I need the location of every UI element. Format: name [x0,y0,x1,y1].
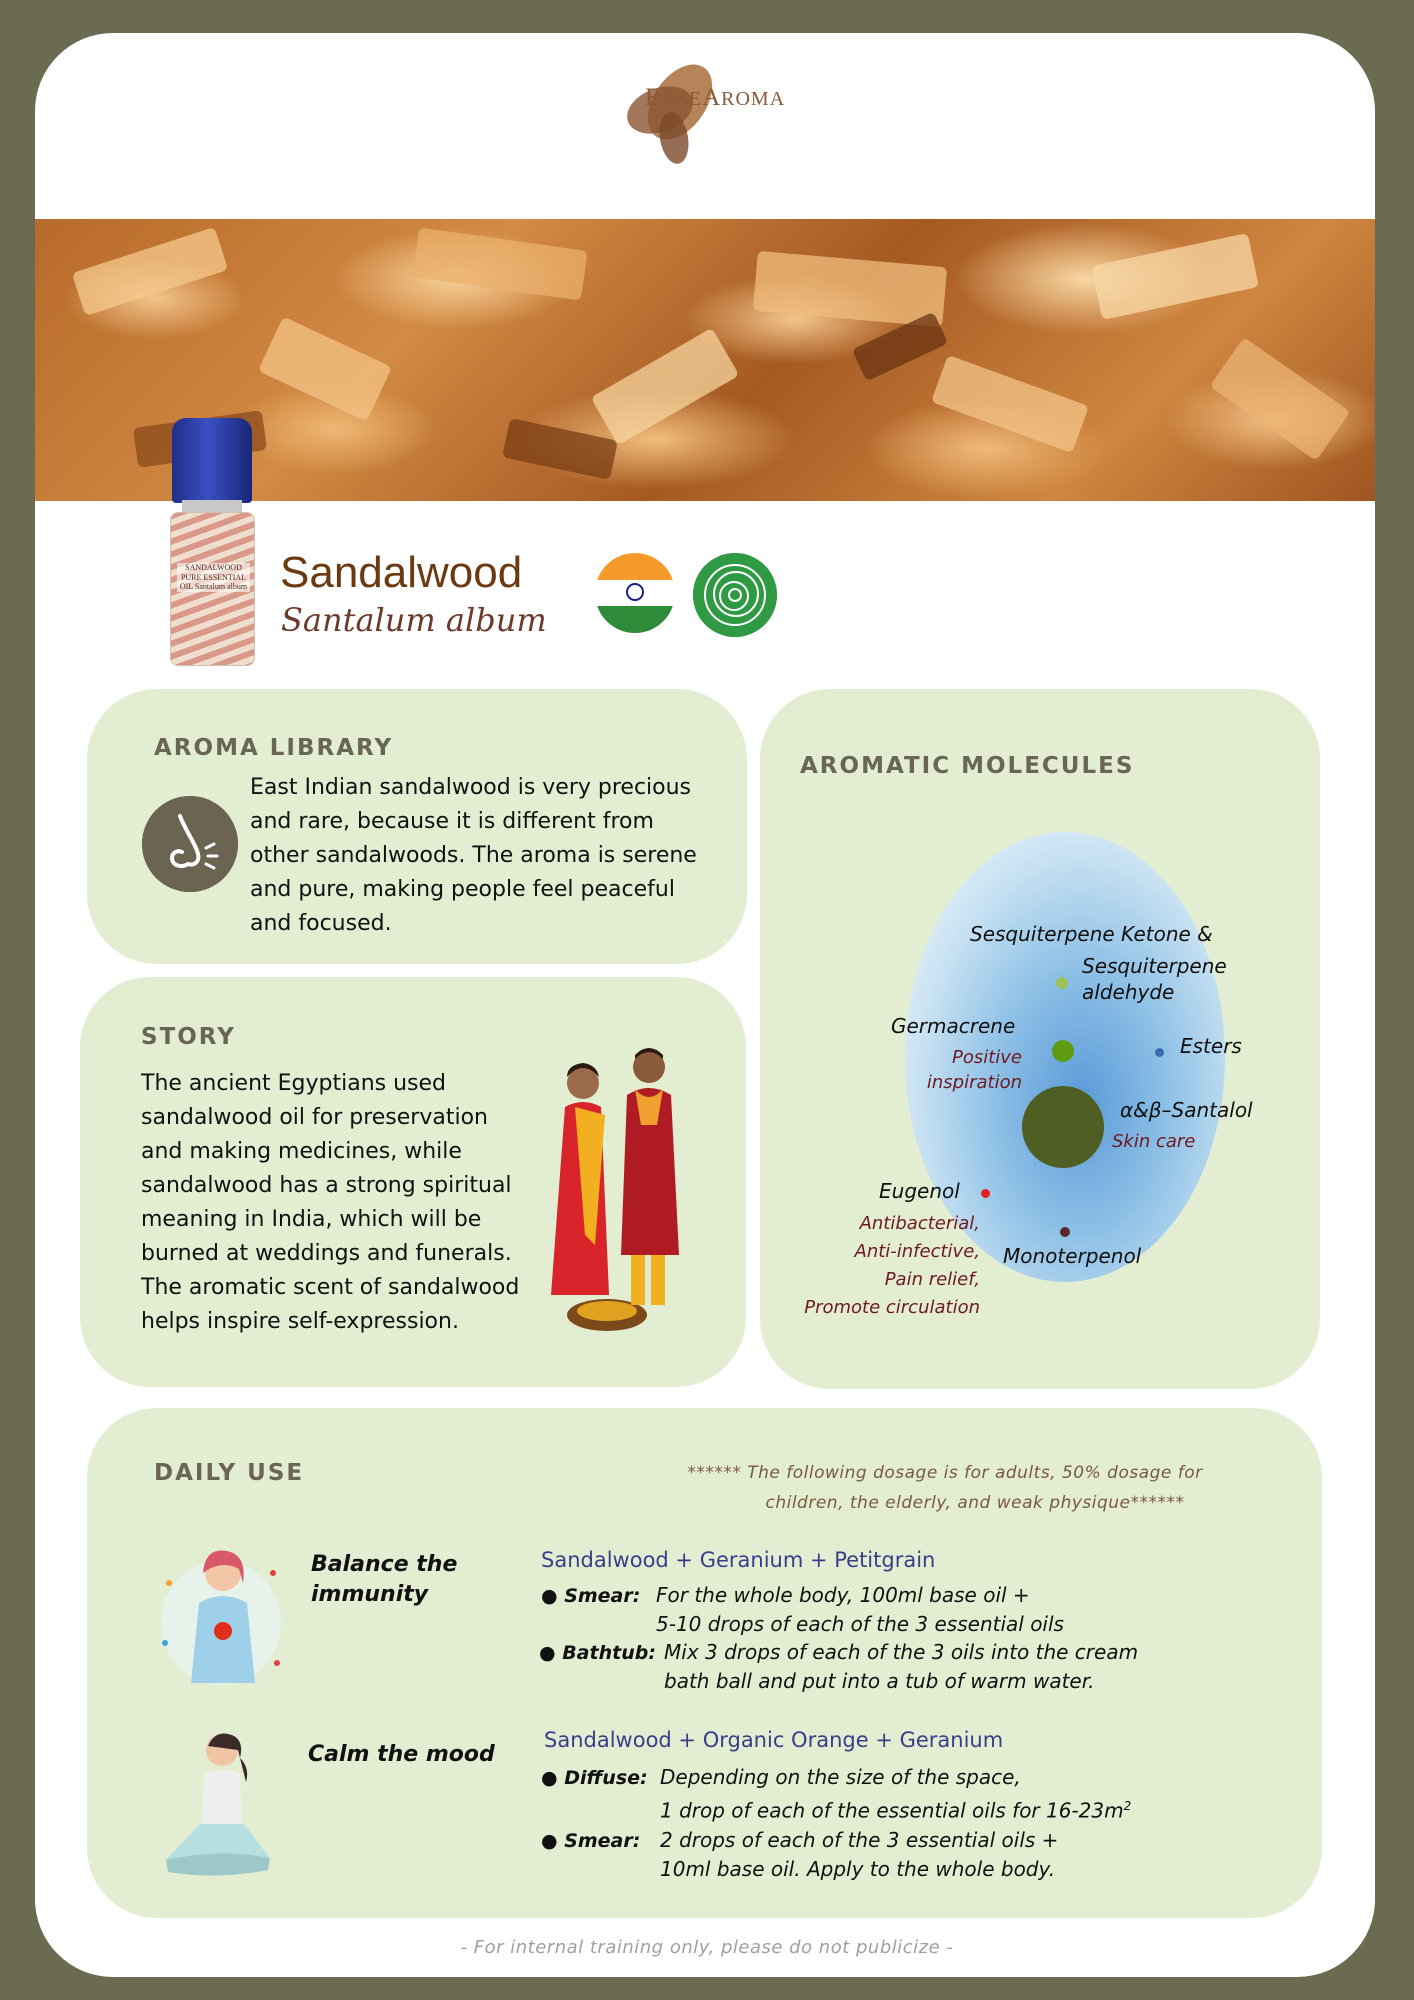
method-diffuse: ● Diffuse: [541,1767,648,1789]
method-diffuse-text: Depending on the size of the space, 1 drop of each of the essential oils for $16-23m^2$ [660,1765,1132,1823]
daily-use-heading: DAILY USE [154,1460,305,1486]
santalol-label: α&β–Santalol [1120,1098,1253,1122]
purpose-calm-mood: Calm the mood [308,1742,495,1767]
blend-recipe-2: Sandalwood + Organic Orange + Geranium [544,1728,1004,1752]
method-smear-2: ● Smear: [541,1830,641,1852]
method-smear-1: ● Smear: [541,1585,641,1607]
aroma-library-heading: AROMA LIBRARY [154,735,394,761]
germacrene-label: Germacrene [891,1014,1016,1038]
eugenol-dot [981,1189,990,1198]
method-bathtub: ● Bathtub: [539,1642,656,1664]
woman-immunity-illustration [155,1543,290,1688]
aromatic-molecules-heading: AROMATIC MOLECULES [800,753,1135,779]
product-latin-name: Santalum album [281,601,547,639]
esters-label: Esters [1180,1034,1242,1058]
bottle-glass [170,512,255,666]
santalol-dot [1022,1086,1104,1168]
brand-name: EASEAROMA [645,84,786,111]
bottle-cap [172,418,252,503]
method-smear-2-text: 2 drops of each of the 3 essential oils + 10ml base oil. Apply to the whole body. [660,1828,1059,1881]
method-bathtub-text: Mix 3 drops of each of the 3 oils into the cream bath ball and put into a tub of warm water. [664,1640,1139,1693]
meditating-woman-illustration [160,1728,275,1883]
story-heading: STORY [141,1024,236,1050]
ketone-label-2: Sesquiterpene [1082,954,1227,978]
ketone-label-1: Sesquiterpene Ketone & [970,922,1213,946]
method-smear-1-text: For the whole body, 100ml base oil + 5-10 drops of each of the 3 essential oils [656,1583,1064,1636]
germacrene-dot [1052,1040,1074,1062]
wood-rings-icon [693,553,777,637]
wedding-couple-illustration [545,1045,705,1345]
product-title: Sandalwood [280,548,523,597]
santalol-effect: Skin care [1112,1131,1196,1152]
ketone-label-3: aldehyde [1082,980,1175,1004]
germacrene-effect-1: Positive [951,1047,1022,1068]
aroma-library-text: East Indian sandalwood is very precious and rare, because it is different from other sandalwoods. The aroma is serene and pure, making people feel peaceful and focused. [250,775,697,936]
ketone-dot [1056,977,1068,989]
product-bottle-image [170,418,255,666]
monoterpenol-label: Monoterpenol [1003,1244,1142,1268]
germacrene-effect-2: inspiration [926,1072,1022,1093]
eugenol-label: Eugenol [879,1179,960,1203]
nose-smell-icon [142,796,238,892]
india-flag-icon [595,553,675,633]
blend-recipe-1: Sandalwood + Geranium + Petitgrain [541,1548,936,1572]
bottle-label-text: SANDALWOOD PURE ESSENTIAL OIL Santalum album [177,563,250,592]
eugenol-effects: Antibacterial, Anti-infective, Pain relief, Promote circulation [804,1213,980,1318]
purpose-balance-immunity: Balance the immunity [311,1552,458,1607]
story-text: The ancient Egyptians used sandalwood oil for preservation and making medicines, while sandalwood has a strong spiritual meaning in India, which will be burned at weddings and funerals. The aromatic scent of sandalwood helps inspire self-expression. [141,1071,520,1334]
footer-disclaimer: - For internal training only, please do not publicize - [460,1937,954,1958]
dosage-note: ****** The following dosage is for adults, 50% dosage for children, the elderly, and weak physique****** [687,1463,1203,1513]
monoterpenol-dot [1060,1227,1070,1237]
esters-dot [1155,1048,1164,1057]
